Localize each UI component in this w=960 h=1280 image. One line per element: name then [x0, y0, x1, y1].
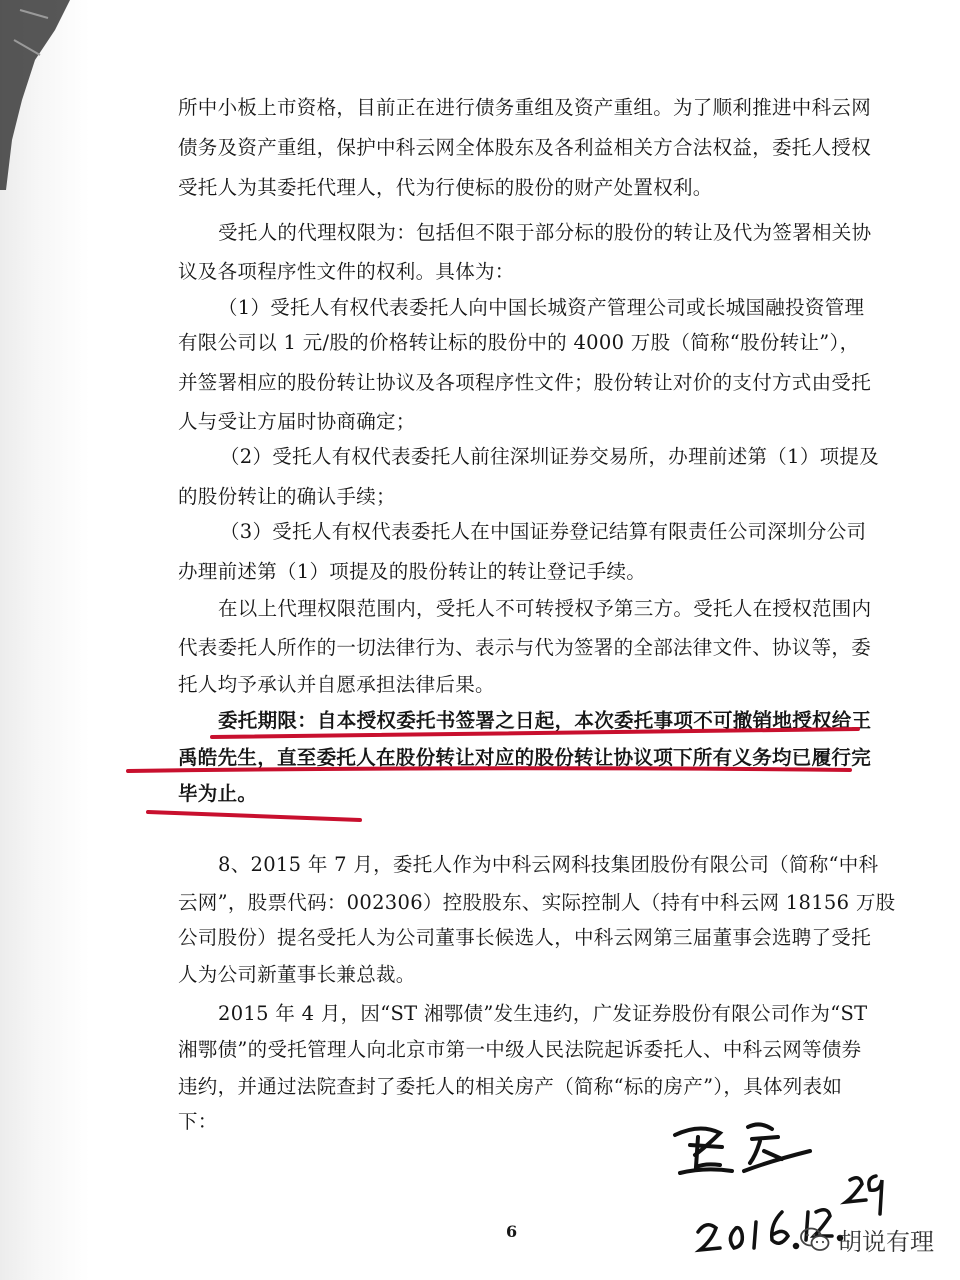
- wechat-watermark: [800, 1222, 934, 1257]
- text-line: （3）受托人有权代表委托人在中国证券登记结算有限责任公司深圳分公司: [220, 520, 867, 543]
- text-line: 托人均予承认并自愿承担法律后果。: [178, 673, 495, 696]
- text-line: 有限公司以 1 元/股的价格转让标的股份中的 4000 万股（简称“股份转让”），: [178, 331, 860, 354]
- red-underline: [148, 812, 360, 820]
- text-line: 在以上代理权限范围内，受托人不可转授权予第三方。受托人在授权范围内: [218, 597, 872, 620]
- text-line: 2015 年 4 月，因“ST 湘鄂债”发生违约，广发证券股份有限公司作为“ST: [218, 1002, 868, 1025]
- text-line: （1）受托人有权代表委托人向中国长城资产管理公司或长城国融投资管理: [218, 296, 865, 319]
- page-number: 6: [506, 1222, 518, 1241]
- text-line: 云网”，股票代码：002306）控股股东、实际控制人（持有中科云网 18156 万股: [178, 891, 896, 914]
- text-line: 并签署相应的股份转让协议及各项程序性文件；股份转让对价的支付方式由受托: [178, 371, 872, 394]
- term-clause-line: 委托期限：自本授权委托书签署之日起，本次委托事项不可撤销地授权给王: [218, 709, 872, 732]
- wechat-icon: [800, 1227, 830, 1253]
- scan-edge-shadow: [0, 0, 70, 190]
- text-line: 违约，并通过法院查封了委托人的相关房产（简称“标的房产”），具体列表如: [178, 1075, 843, 1098]
- text-line: （2）受托人有权代表委托人前往深圳证券交易所，办理前述第（1）项提及: [220, 445, 880, 468]
- text-line: 受托人为其委托代理人，代为行使标的股份的财产处置权利。: [178, 176, 713, 199]
- text-line: 人与受让方届时协商确定；: [178, 410, 416, 433]
- text-line: 下：: [178, 1110, 218, 1133]
- text-line: 办理前述第（1）项提及的股份转让的转让登记手续。: [178, 560, 647, 583]
- text-line: 所中小板上市资格，目前正在进行债务重组及资产重组。为了顺利推进中科云网: [178, 96, 872, 119]
- term-clause-line: 毕为止。: [178, 782, 258, 805]
- text-line: 人为公司新董事长兼总裁。: [178, 963, 416, 986]
- text-line: 议及各项程序性文件的权利。具体为：: [178, 260, 515, 283]
- text-line: 债务及资产重组，保护中科云网全体股东及各利益相关方合法权益，委托人授权: [178, 136, 872, 159]
- text-line: 公司股份）提名受托人为公司董事长候选人，中科云网第三届董事会选聘了受托: [178, 926, 872, 949]
- term-clause-line: 禹皓先生，直至委托人在股份转让对应的股份转让协议项下所有义务均已履行完: [178, 746, 872, 769]
- text-line: 湘鄂债”的受托管理人向北京市第一中级人民法院起诉委托人、中科云网等债券: [178, 1038, 862, 1061]
- text-line: 8、2015 年 7 月，委托人作为中科云网科技集团股份有限公司（简称“中科: [218, 853, 879, 876]
- text-line: 的股份转让的确认手续；: [178, 485, 396, 508]
- text-line: 受托人的代理权限为：包括但不限于部分标的股份的转让及代为签署相关协: [218, 221, 872, 244]
- text-line: 代表委托人所作的一切法律行为、表示与代为签署的全部法律文件、协议等，委: [178, 636, 872, 659]
- watermark-text: 胡说有理: [838, 1228, 934, 1256]
